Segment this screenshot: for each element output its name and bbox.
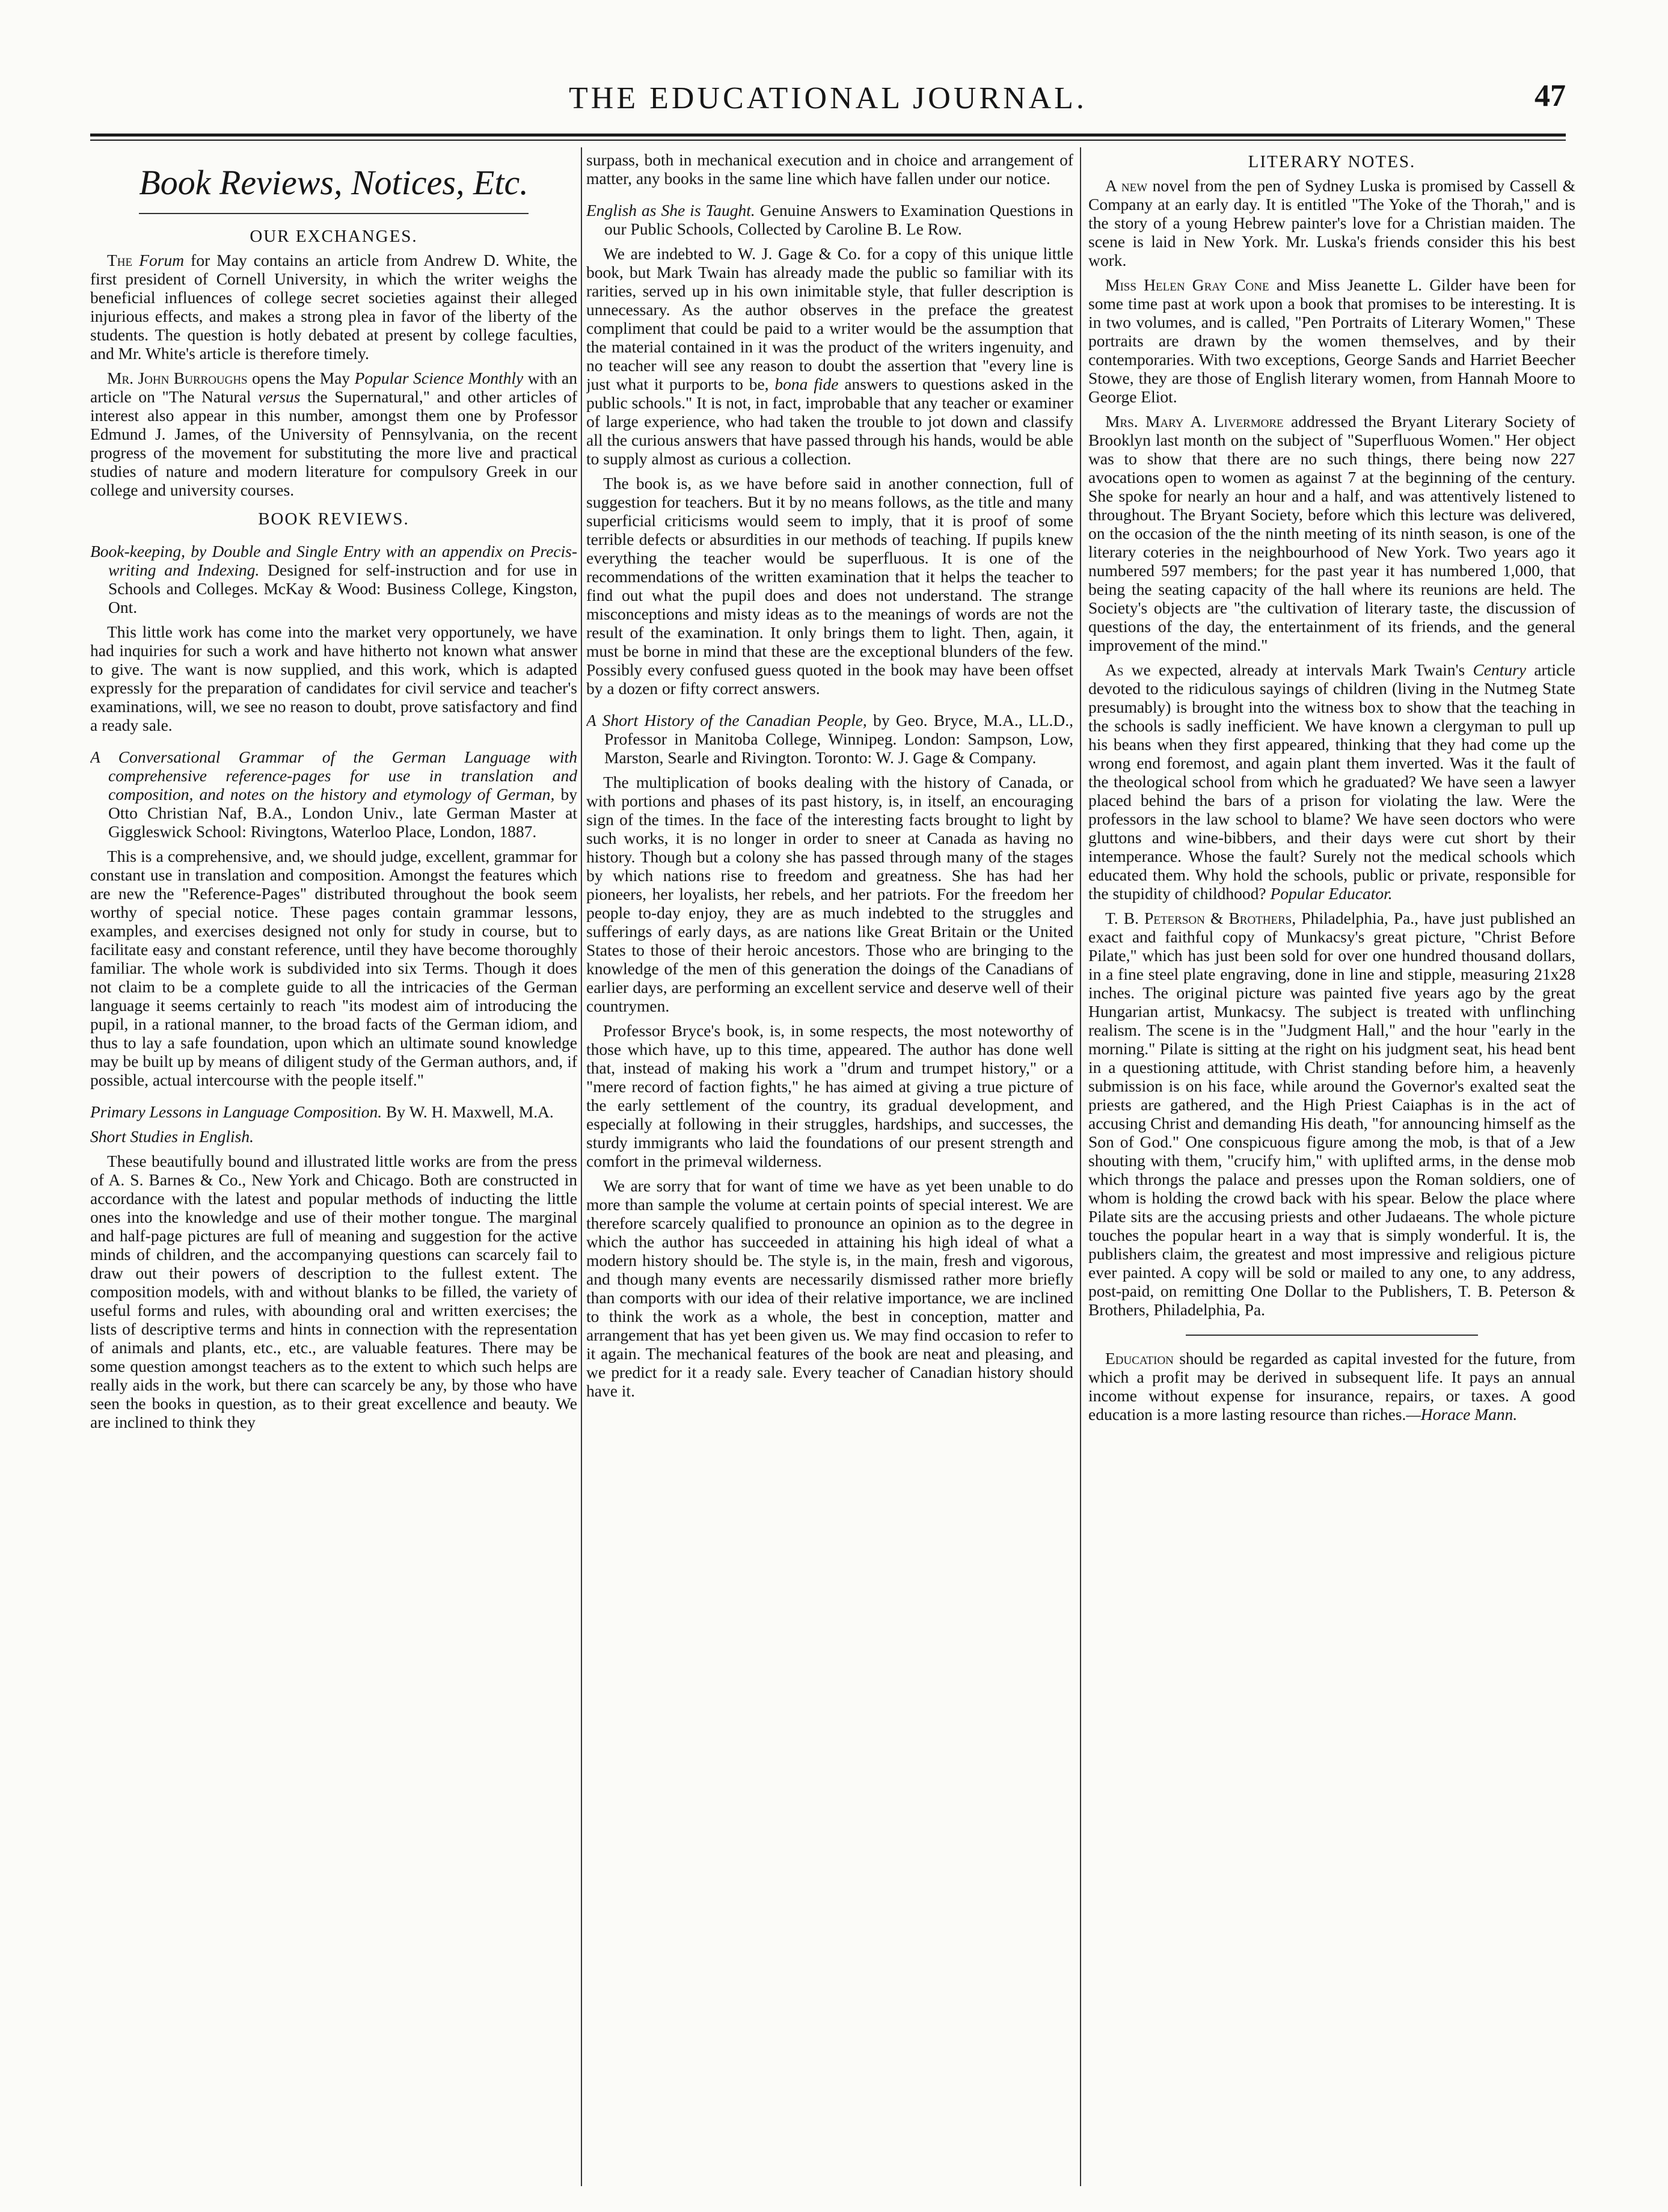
exchange-paragraph: Mr. John Burroughs opens the May Popular Science Monthly with an article on "The Natural versus the Supernatural," and other articles of interest also appear in this number, amongst them one by Professor Edmund J. James, of the University of Pennsylvania, on the recent progress of the movement for substituting the more live and practical studies of nature and modern literature for compulsory Greek in our college and university courses. xyxy=(90,369,577,499)
masthead xyxy=(90,72,1566,132)
review-body: This little work has come into the market very opportunely, we have had inquiries for such a work and have hitherto not known what answer to give. The want is now supplied, and this work, which is adapted expressly for the preparation of candidates for civil service and teacher's examinations, will, we see no reason to doubt, prove satisfactory and find a ready sale. xyxy=(90,622,577,734)
section-rule xyxy=(139,213,529,214)
exchanges-heading: OUR EXCHANGES. xyxy=(250,227,418,246)
review-body: These beautifully bound and illustrated little works are from the press of A. S. Barnes & Co., New York and Chicago. Both are constructed in accordance with the latest and popular methods of inducting the little ones into the knowledge and use of their mother tongue. The marginal and half-page pictures are full of meaning and suggestion for the active minds of children, and the accompanying questions can scarcely fail to draw out their powers of description to the fullest extent. The composition models, with and without blanks to be filled, the variety of useful forms and rules, with abounding oral and written exercises; the lists of descriptive terms and hints in connection with the representation of animals and plants, etc., etc., are valuable features. There may be some question amongst teachers as to the extent to which such helps are really aids in the work, but there can scarcely be any, by those who have seen the books in question, as to their great excellence and beauty. We are inclined to think they xyxy=(90,1152,577,1431)
literary-note: Miss Helen Gray Cone and Miss Jeanette L. Gilder have been for some time past at work upon a book that promises to be interesting. It is in two volumes, and is called, "Pen Portraits of Literary Women," These portraits are drawn by the women themselves, and by their contemporaries. With two exceptions, George Sands and Harriet Beecher Stowe, they are those of English literary women, from Hannah Moore to George Eliot. xyxy=(1088,275,1575,406)
literary-note: As we expected, already at intervals Mark Twain's Century article devoted to the ridiculous sayings of children (living in the Nutmeg State presumably) is brought into the witness box to show that the teaching in the schools is sadly inefficient. We have known a clergyman to pull up his beans when they first appeared, thinking that they had come up the wrong end foremost, and again plant them inverted. Was it the fault of the theological school from which he graduated? We have seen a lawyer placed behind the bars of a prison for violating the law. Were the professors in the law school to blame? We have seen doctors who were gluttons and wine-bibbers, and their days were cut short by their intemperance. Whose the fault? Surely not the medical schools which educated them. Why hold the schools, public or private, responsible for the stupidity of childhood? Popular Educator. xyxy=(1088,660,1575,903)
column-divider xyxy=(1080,147,1081,2186)
note-source: Popular Educator. xyxy=(1270,884,1393,903)
header-rule-thin xyxy=(90,140,1566,141)
review-entry-head: Primary Lessons in Language Composition. By W. H. Maxwell, M.A. xyxy=(90,1102,554,1121)
review-entry-head: A Short History of the Canadian People, by Geo. Bryce, M.A., LL.D., Professor in Manitoba College, Winnipeg. London: Sampson, Low, Marston, Searle and Rivington. Toronto: W. J. Gage & Company. xyxy=(586,711,1073,767)
journal-title: THE EDUCATIONAL JOURNAL. xyxy=(569,81,1087,115)
column-divider xyxy=(581,147,582,2186)
quote-attribution: —Horace Mann. xyxy=(1406,1405,1518,1424)
literary-notes-heading: LITERARY NOTES. xyxy=(1248,152,1416,171)
section-title: Book Reviews, Notices, Etc. xyxy=(139,163,529,202)
review-body: This is a comprehensive, and, we should judge, excellent, grammar for constant use in translation and composition. Amongst the features which are new the "Reference-Pages" distributed throughout the book seem worthy of special notice. These pages contain grammar lessons, examples, and exercises designed not only for study in course, but to facilitate easy and constant reference, until they have become thoroughly familiar. The whole work is subdivided into six Terms. Though it does not claim to be a complete guide to all the intricacies of the German language it seems certainly to reach "its modest aim of introducing the pupil, in a rational manner, to the broad facts of the German idiom, and thus to lay a safe foundation, upon which an ultimate sound knowledge may be built up by means of diligent study of the German authors, and, if possible, actual intercourse with the people itself." xyxy=(90,847,577,1089)
literary-note: T. B. Peterson & Brothers, Philadelphia, Pa., have just published an exact and faithful copy of Munkacsy's great picture, "Christ Before Pilate," which has just been sold for over one hundred thousand dollars, in a fine steel plate engraving, done in line and stipple, measuring 21x28 inches. The original picture was painted five years ago by the great Hungarian artist, Munkacsy. The subject is treated with unflinching realism. The scene is in the "Judgment Hall," and the hour "early in the morning." Pilate is sitting at the right on his judgment seat, his head bent in a questioning attitude, with Christ standing before him, a heavenly submission is on his face, while around the Governor's exalted seat the priests are gathered, and the High Priest Caiaphas is in the act of accusing Christ and demanding His death, "for announcing himself as the Son of God." One conspicuous figure among the mob, is that of a Jew shouting with them, "crucify him," with uplifted arms, in the dense mob which throngs the palace and presses upon the Roman soldiers, one of whom is holding the crowd back with his spear. Below the place where Pilate sits are the accusing priests and other Judaeans. The whole picture touches the popular heart in a way that is simply wonderful. It is, the publishers claim, the greatest and most impressive and religious picture ever painted. A copy will be sold or mailed to any one, to any address, post-paid, on remitting One Dollar to the Publishers, T. B. Peterson & Brothers, Philadelphia, Pa. xyxy=(1088,909,1575,1319)
review-body: The book is, as we have before said in another connection, full of suggestion for teachers. But it by no means follows, as the title and many superficial criticisms would seem to imply, that it is proof of some terrible defects or absurdities in our methods of teaching. If pupils knew everything the teacher would be superfluous. It is one of the recommendations of the written examination that it helps the teacher to find out what the pupil does and does not understand. The strange misconceptions and misty ideas as to the meanings of words are not the result of the examination. It only brings them to light. Then, again, it must be borne in mind that these are the exceptional blunders of the few. Possibly every confused guess quoted in the book may have been offset by a dozen or fifty correct answers. xyxy=(586,474,1073,698)
continued-paragraph: surpass, both in mechanical execution and in choice and arrangement of matter, any books in the same line which have fallen under our notice. xyxy=(586,150,1073,188)
exchange-paragraph: The Forum for May contains an article from Andrew D. White, the first president of Cornell University, in which the writer weighs the beneficial influences of college secret societies against their alleged injurious effects, and makes a strong plea in favor of the liberty of the students. The question is hotly debated at present by college faculties, and Mr. White's article is therefore timely. xyxy=(90,251,577,363)
review-entry-head: A Conversational Grammar of the German Language with comprehensive reference-pages for use in translation and composition, and notes on the history and etymology of German, by Otto Christian Naf, B.A., London Univ., late German Master at Giggleswick School: Rivingtons, Waterloo Place, London, 1887. xyxy=(90,748,577,841)
education-quote: Education should be regarded as capital invested for the future, from which a profit may be derived in subsequent life. It pays an annual income without expense for insurance, repairs, or taxes. A good education is a more lasting resource than riches.—Horace Mann. xyxy=(1088,1349,1575,1424)
review-body: Professor Bryce's book, is, in some respects, the most noteworthy of those which have, up to this time, appeared. The author has done well that, instead of making his work a "drum and trumpet history," or a "mere record of faction fights," he has aimed at giving a true picture of the early settlement of the country, its gradual development, and especially at following in their struggles, hardships, and successes, the sturdy immigrants who laid the foundations of our present strength and comfort in the primeval wilderness. xyxy=(586,1021,1073,1170)
page-number: 47 xyxy=(1535,79,1566,113)
closing-rule xyxy=(1186,1335,1478,1336)
review-body: The multiplication of books dealing with the history of Canada, or with portions and phases of its past history, is, in itself, an encouraging sign of the times. In the face of the interesting facts brought to light by such works, it is no longer in order to sneer at Canada as having no history. Though but a colony she has passed through many of the stages by which nations rise to freedom and greatness. She has had her pioneers, her loyalists, her rebels, and her patriots. For the freedom her people to-day enjoy, they are as much indebted to the struggles and sufferings of early days, as are nations like Great Britain or the United States to those of their heroic ancestors. Those who are bringing to the knowledge of the men of this generation the doings of the Canadians of earlier days, are performing an excellent service and deserve well of their countrymen. xyxy=(586,773,1073,1015)
review-body: We are indebted to W. J. Gage & Co. for a copy of this unique little book, but Mark Twain has already made the public so familiar with its rarities, served up in his own inimitable style, that fuller description is unnecessary. As the author observes in the preface the greatest compliment that could be paid to a writer would be the assumption that the material contained in it was the product of the writers ingenuity, and no teacher will see any reason to doubt the assertion that "every line is just what it purports to be, bona fide answers to questions asked in the public schools." It is not, in fact, improbable that any teacher or examiner of large experience, who had taken the trouble to jot down and classify all the curious answers that have passed through his hands, would be able to supply almost as curious a collection. xyxy=(586,244,1073,468)
literary-note: A new novel from the pen of Sydney Luska is promised by Cassell & Company at an early day. It is entitled "The Yoke of the Thorah," and is the story of a young Hebrew painter's love for a Christian maiden. The scene is laid in New York. Mr. Luska's friends consider this his best work. xyxy=(1088,176,1575,269)
review-entry-head: Short Studies in English. xyxy=(90,1127,254,1146)
review-body: We are sorry that for want of time we have as yet been unable to do more than sample the volume at certain points of special interest. We are therefore scarcely qualified to pronounce an opinion as to the degree in which the author has succeeded in attaining his high ideal of what a modern history should be. The style is, in the main, fresh and vigorous, and though many events are necessarily dismissed rather more briefly than comports with our idea of their relative importance, we are inclined to think the work as a whole, the best in conception, matter and arrangement that has yet been given us. We may find occasion to refer to it again. The mechanical features of the book are neat and pleasing, and we predict for it a ready sale. Every teacher of Canadian history should have it. xyxy=(586,1176,1073,1400)
column-1 xyxy=(90,150,577,2183)
literary-note: Mrs. Mary A. Livermore addressed the Bryant Literary Society of Brooklyn last month on the subject of "Superfluous Women." Her object was to show that there are no such things, there being now 227 avocations open to women as against 7 at the beginning of the century. She spoke for nearly an hour and a half, and was attentively listened to throughout. The Bryant Society, before which this lecture was delivered, on the occasion of the the ninth meeting of its ninth season, is one of the literary coteries in the neighbourhood of New York. Two years ago it numbered 597 members; for the past year it has numbered 1,000, that being the seating capacity of the hall where its reunions are held. The Society's objects are "the cultivation of literary taste, the discussion of questions of the day, the entertainment of its friends, and the general improvement of the mind." xyxy=(1088,412,1575,654)
reviews-heading: BOOK REVIEWS. xyxy=(258,509,409,529)
review-entry-head: Book-keeping, by Double and Single Entry with an appendix on Precis-writing and Indexing. Designed for self-instruction and for use in Schools and Colleges. McKay & Wood: Business College, Kingston, Ont. xyxy=(90,542,577,616)
column-3 xyxy=(1088,150,1575,2183)
header-rule-thick xyxy=(90,134,1566,137)
review-entry-head: English as She is Taught. Genuine Answers to Examination Questions in our Public Schools, Collected by Caroline B. Le Row. xyxy=(586,201,1073,238)
column-2 xyxy=(586,150,1073,2183)
